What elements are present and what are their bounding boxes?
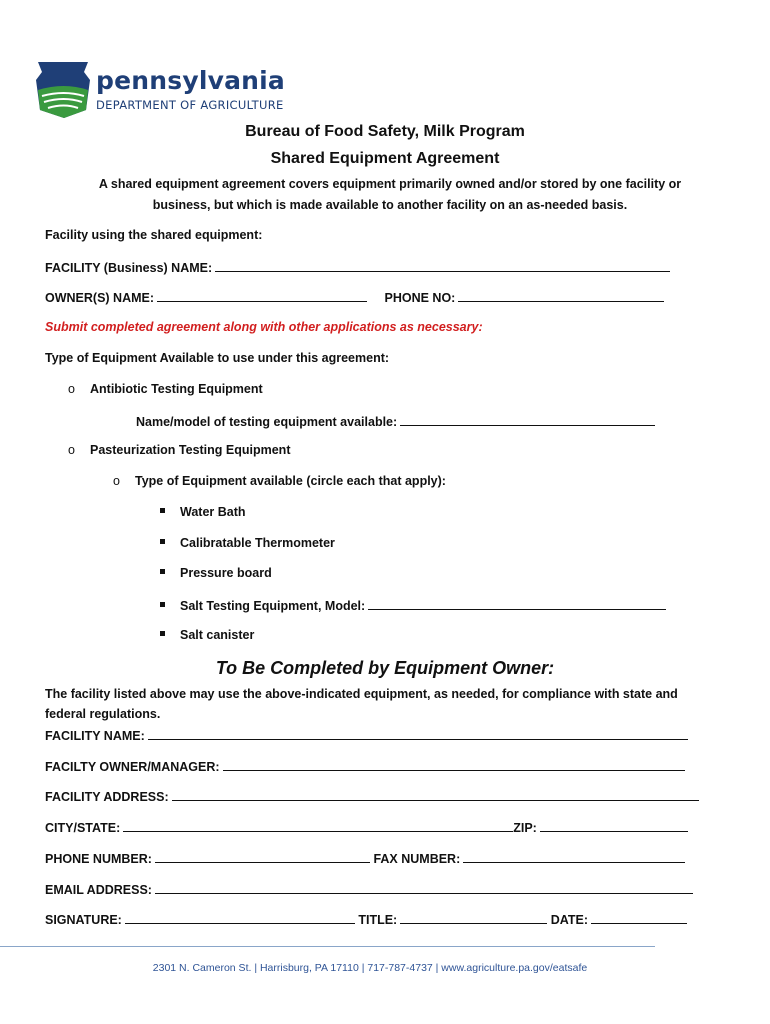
circle-bullet-icon: o <box>68 443 75 457</box>
city-state-label: CITY/STATE: <box>45 821 121 835</box>
owner-paragraph <box>45 684 735 724</box>
equipment-item-label: Pressure board <box>180 566 272 580</box>
email-row <box>45 881 693 897</box>
facility-address-field[interactable] <box>172 788 699 801</box>
owners-name-field[interactable] <box>157 289 367 302</box>
type-label: Type of Equipment available (circle each that apply): <box>135 474 446 488</box>
owners-row <box>45 289 664 305</box>
equipment-item[interactable] <box>160 628 254 642</box>
city-state-row <box>45 819 688 835</box>
email-address-field[interactable] <box>155 881 693 894</box>
intro-text <box>50 174 730 216</box>
logo-wordmark: pennsylvania <box>96 66 285 95</box>
equipment-item[interactable] <box>160 597 666 613</box>
document-subtitle: Shared Equipment Agreement <box>270 150 500 167</box>
equipment-item[interactable] <box>160 566 272 580</box>
owner-section-heading: To Be Completed by Equipment Owner: <box>215 658 555 678</box>
circle-bullet-icon: o <box>113 474 120 488</box>
model-label: Name/model of testing equipment available: <box>136 415 398 429</box>
footer-divider <box>0 946 655 947</box>
equipment-item-label: Salt canister <box>180 628 255 642</box>
title-label: TITLE: <box>358 913 398 927</box>
facility-name-row <box>45 259 670 275</box>
antibiotic-option <box>68 382 263 396</box>
equipment-item-label: Water Bath <box>180 505 246 519</box>
equipment-heading: Type of Equipment Available to use under this agreement: <box>45 351 390 365</box>
intro-line: A shared equipment agreement covers equipment primarily owned and/or stored by one facility or <box>98 177 682 191</box>
circle-bullet-icon: o <box>68 382 75 396</box>
model-row <box>136 413 655 429</box>
pasteurization-option <box>68 443 290 457</box>
keystone-field-icon <box>34 60 92 120</box>
facility-address-row <box>45 788 699 804</box>
square-bullet-icon <box>160 508 165 513</box>
phone-fax-row <box>45 850 685 866</box>
square-bullet-icon <box>160 569 165 574</box>
fax-number-label: FAX NUMBER: <box>373 852 461 866</box>
facility-name-label: FACILITY (Business) NAME: <box>45 261 213 275</box>
equipment-item-label: Salt Testing Equipment, Model: <box>180 599 366 613</box>
intro-line: business, but which is made available to another facility on an as-needed basis. <box>152 198 628 212</box>
owners-name-label: OWNER(S) NAME: <box>45 291 155 305</box>
owner-manager-label: FACILTY OWNER/MANAGER: <box>45 760 220 774</box>
square-bullet-icon <box>160 602 165 607</box>
equipment-item[interactable] <box>160 536 335 550</box>
city-state-field[interactable] <box>123 819 513 832</box>
zip-field[interactable] <box>540 819 688 832</box>
facility-name-owner-row <box>45 727 688 743</box>
antibiotic-label: Antibiotic Testing Equipment <box>90 382 263 396</box>
owner-paragraph-line: The facility listed above may use the above-indicated equipment, as needed, for compliance with state and <box>45 687 678 701</box>
signature-label: SIGNATURE: <box>45 913 122 927</box>
equipment-item-label: Calibratable Thermometer <box>180 536 335 550</box>
phone-no-label: PHONE NO: <box>384 291 456 305</box>
owner-paragraph-line: federal regulations. <box>45 707 161 721</box>
phone-number-label: PHONE NUMBER: <box>45 852 152 866</box>
square-bullet-icon <box>160 539 165 544</box>
facility-name-owner-field[interactable] <box>148 727 688 740</box>
phone-no-field[interactable] <box>458 289 664 302</box>
pa-agriculture-logo <box>34 60 294 120</box>
footer-address: 2301 N. Cameron St. | Harrisburg, PA 17110 | 717-787-4737 | www.agriculture.pa.gov/eatsafe <box>152 962 588 974</box>
date-label: DATE: <box>550 913 588 927</box>
square-bullet-icon <box>160 631 165 636</box>
model-field[interactable] <box>400 413 655 426</box>
facility-name-field[interactable] <box>215 259 670 272</box>
email-address-label: EMAIL ADDRESS: <box>45 883 152 897</box>
signature-field[interactable] <box>125 911 355 924</box>
pasteurization-label: Pasteurization Testing Equipment <box>90 443 291 457</box>
facility-address-label: FACILITY ADDRESS: <box>45 790 169 804</box>
owner-manager-row <box>45 758 685 774</box>
logo-department: DEPARTMENT OF AGRICULTURE <box>96 98 284 112</box>
facility-heading: Facility using the shared equipment: <box>45 228 263 242</box>
zip-label: ZIP: <box>513 821 537 835</box>
equipment-item[interactable] <box>160 505 246 519</box>
signature-row <box>45 911 687 927</box>
facility-name-owner-label: FACILITY NAME: <box>45 729 145 743</box>
phone-number-field[interactable] <box>155 850 370 863</box>
salt-model-field[interactable] <box>368 597 666 610</box>
submit-note: Submit completed agreement along with other applications as necessary: <box>45 320 483 334</box>
date-field[interactable] <box>591 911 687 924</box>
title-field[interactable] <box>400 911 547 924</box>
owner-manager-field[interactable] <box>223 758 685 771</box>
document-title: Bureau of Food Safety, Milk Program <box>245 123 525 140</box>
type-row <box>113 474 446 488</box>
fax-number-field[interactable] <box>463 850 685 863</box>
